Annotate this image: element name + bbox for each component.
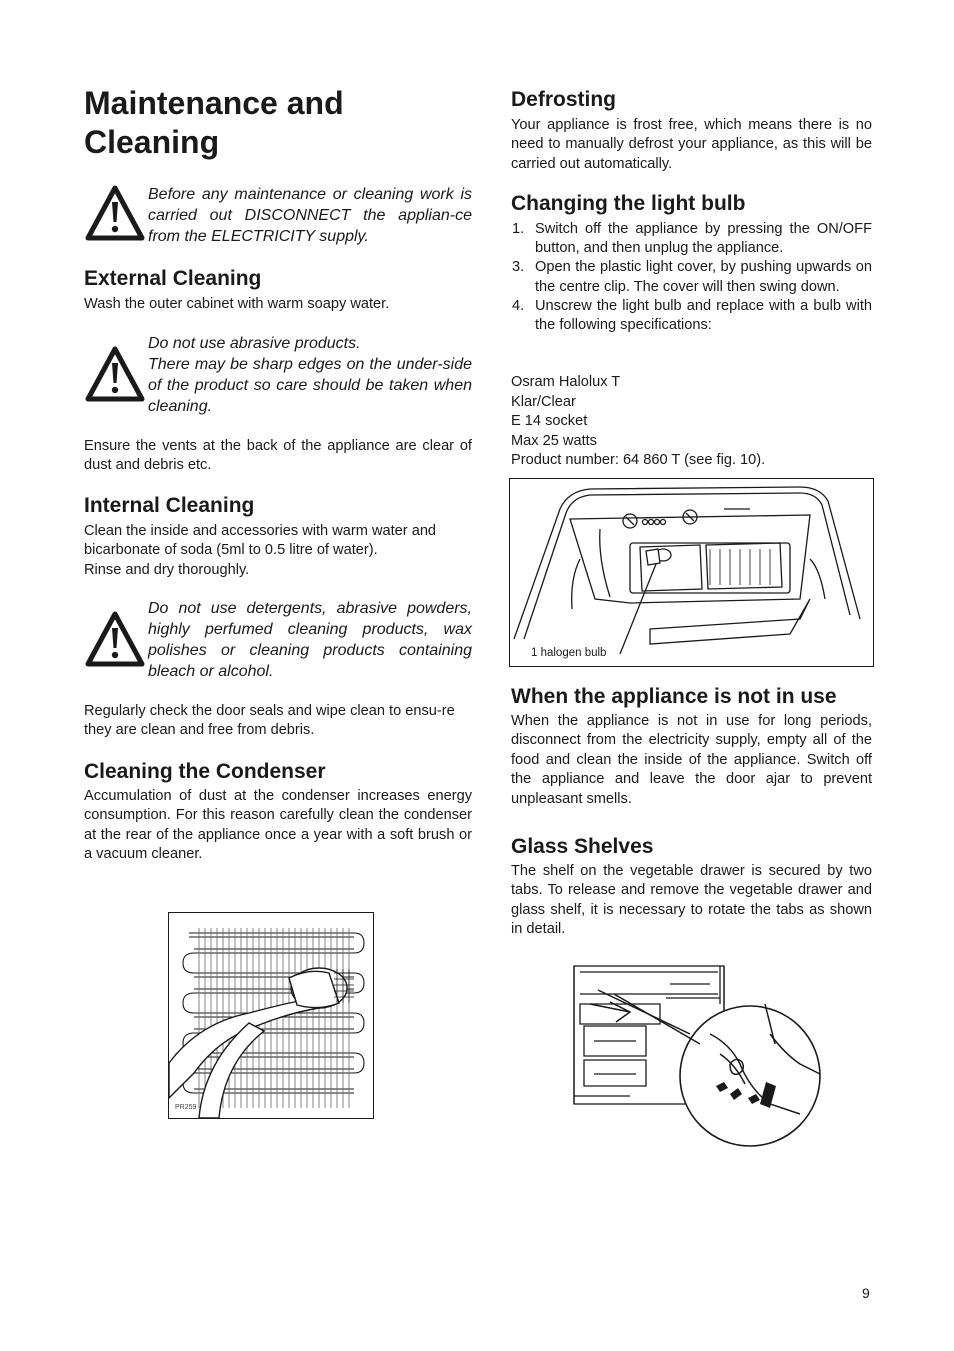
not-in-use-text: When the appliance is not in use for long periods, disconnect from the electricity supply, empty all of the food and clean the inside of the appliance. Switch off the appliance and leave the door ajar to prevent unpleasant smells.: [511, 713, 872, 807]
detergent-warning: [84, 598, 472, 684]
light-cover-illustration: [510, 479, 873, 666]
warning-triangle-icon: [84, 610, 146, 668]
internal-cleaning-text: Clean the inside and accessories with warm water and bicarbonate of soda (5ml to 0.5 litre of water). Rinse and dry thoroughly.: [84, 523, 437, 578]
figure-code: PR259: [175, 1104, 197, 1111]
light-bulb-steps: [511, 220, 872, 335]
external-cleaning-text: Wash the outer cabinet with warm soapy water.: [84, 296, 390, 312]
external-cleaning-heading: External Cleaning: [84, 267, 262, 290]
light-bulb-figure: [509, 478, 874, 667]
defrosting-heading: Defrosting: [511, 88, 616, 111]
spec-line: Max 25 watts: [511, 432, 597, 449]
figure-caption: 1 halogen bulb: [531, 647, 607, 659]
list-item: 4. Unscrew the light bulb and replace with a bulb with the following specifications:: [512, 297, 872, 334]
spec-line: Product number: 64 860 T (see fig. 10).: [511, 452, 766, 468]
spec-line: Klar/Clear: [511, 393, 576, 410]
condenser-figure: [168, 912, 374, 1119]
spec-line: E 14 socket: [511, 413, 588, 429]
bulb-specifications: [511, 373, 872, 471]
page-title: Maintenance and Cleaning: [84, 85, 344, 160]
condenser-text: Accumulation of dust at the condenser increases energy consumption. For this reason carefully clean the condenser at the rear of the appliance once a year with a soft brush or a vacuum cleaner.: [84, 788, 472, 863]
defrosting-text: Your appliance is frost free, which means there is no need to manually defrost your appliance, as this will be carried out automatically.: [511, 117, 872, 172]
list-item: 3. Open the plastic light cover, by pushing upwards on the centre clip. The cover will then swing down.: [512, 259, 872, 295]
condenser-illustration: [169, 913, 373, 1118]
warning-text: Do not use abrasive products. There may be sharp edges on the under-side of the product so care should be taken when cleaning.: [148, 335, 472, 415]
disconnect-warning: [84, 184, 472, 248]
spec-line: Osram Halolux T: [511, 374, 621, 390]
glass-shelves-illustration: [570, 964, 825, 1150]
warning-text: Do not use detergents, abrasive powders, highly perfumed cleaning products, wax polishes or cleaning products containing bleach or alcohol.: [148, 600, 472, 680]
glass-shelves-heading: Glass Shelves: [511, 835, 654, 858]
abrasive-warning: [84, 333, 472, 419]
light-bulb-heading: Changing the light bulb: [511, 192, 746, 215]
warning-triangle-icon: [84, 345, 146, 403]
page-number: 9: [862, 1285, 870, 1301]
warning-triangle-icon: [84, 184, 146, 242]
vents-text: Ensure the vents at the back of the appliance are clear of dust and debris etc.: [84, 438, 472, 474]
glass-shelves-text: The shelf on the vegetable drawer is secured by two tabs. To release and remove the vegetable drawer and glass shelf, it is necessary to rotate the tabs as shown in detail.: [511, 863, 872, 938]
door-seals-text: Regularly check the door seals and wipe clean to ensu-re they are clean and free from debris.: [84, 703, 455, 739]
internal-cleaning-heading: Internal Cleaning: [84, 494, 255, 517]
not-in-use-heading: When the appliance is not in use: [511, 685, 837, 708]
condenser-heading: Cleaning the Condenser: [84, 760, 326, 783]
warning-text: Before any maintenance or cleaning work is carried out DISCONNECT the applian-ce from the ELECTRICITY supply.: [148, 186, 472, 245]
list-item: 1. Switch off the appliance by pressing the ON/OFF button, and then unplug the appliance.: [512, 221, 872, 257]
